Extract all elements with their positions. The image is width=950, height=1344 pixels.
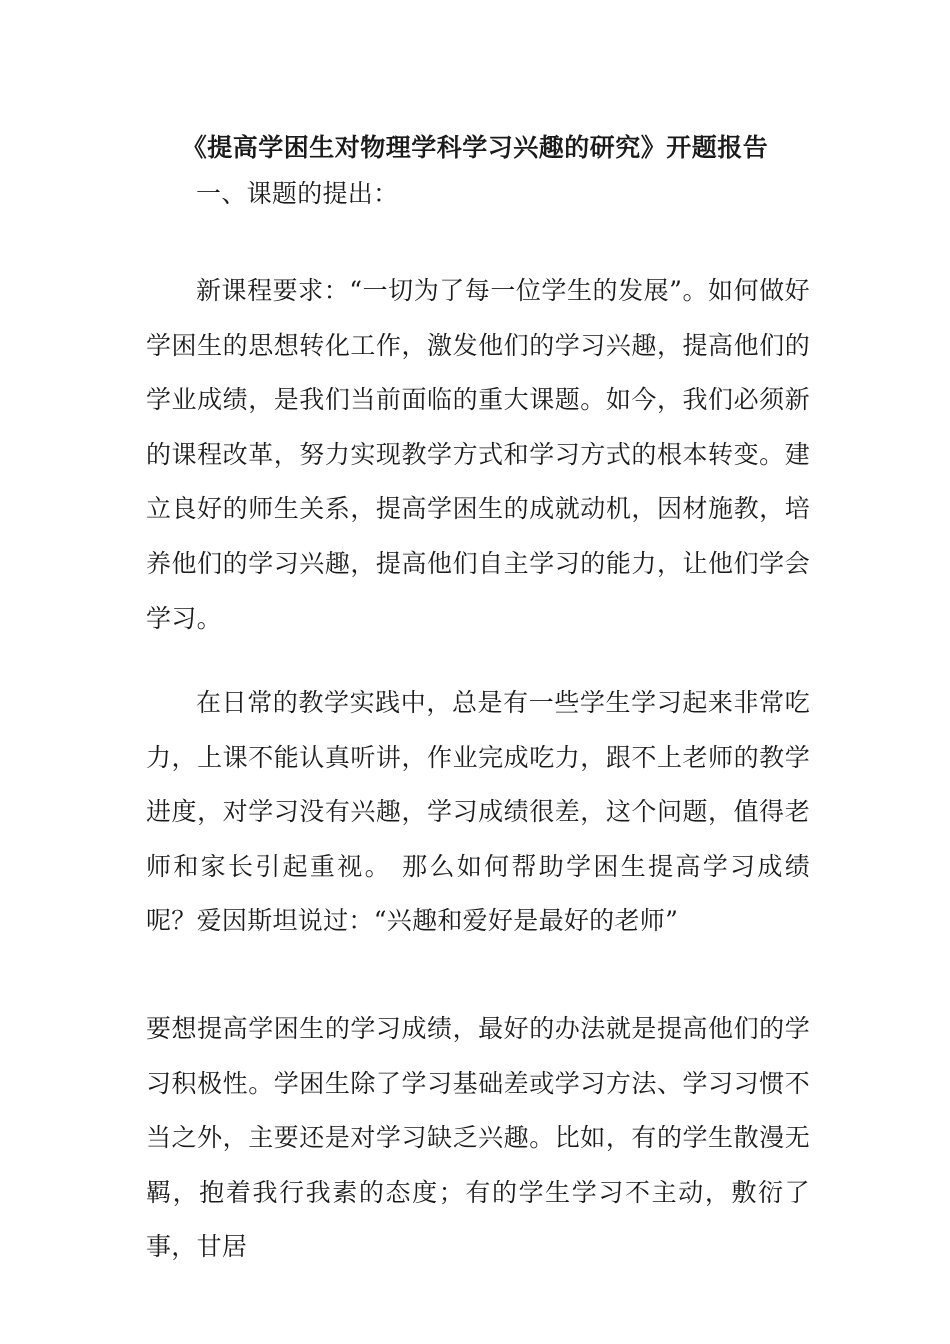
section-heading: 一、课题的提出：	[196, 179, 399, 208]
paragraph: 要想提高学困生的学习成绩，最好的办法就是提高他们的学习积极性。学困生除了学习基础差或学习方法、学习习惯不当之外，主要还是对学习缺乏兴趣。比如，有的学生散漫无羁，抱着我行我素的态度；有的学生学习不主动，敷衍了事，甘居	[146, 1014, 810, 1262]
paragraph: 新课程要求：“一切为了每一位学生的发展”。如何做好学困生的思想转化工作，激发他们的学习兴趣，提高他们的学业成绩，是我们当前面临的重大课题。如今，我们必须新的课程改革，努力实现教学方式和学习方式的根本转变。建立良好的师生关系，提高学困生的成就动机，因材施教，培养他们的学习兴趣，提高他们自主学习的能力，让他们学会学习。	[146, 276, 810, 633]
paragraph: 在日常的教学实践中，总是有一些学生学习起来非常吃力，上课不能认真听讲，作业完成吃力，跟不上老师的教学进度，对学习没有兴趣，学习成绩很差，这个问题，值得老师和家长引起重视。 那么如何帮助学困生提高学习成绩呢？爱因斯坦说过：“兴趣和爱好是最好的老师”	[146, 688, 810, 936]
document-title: 《提高学困生对物理学科学习兴趣的研究》开题报告	[181, 133, 769, 162]
